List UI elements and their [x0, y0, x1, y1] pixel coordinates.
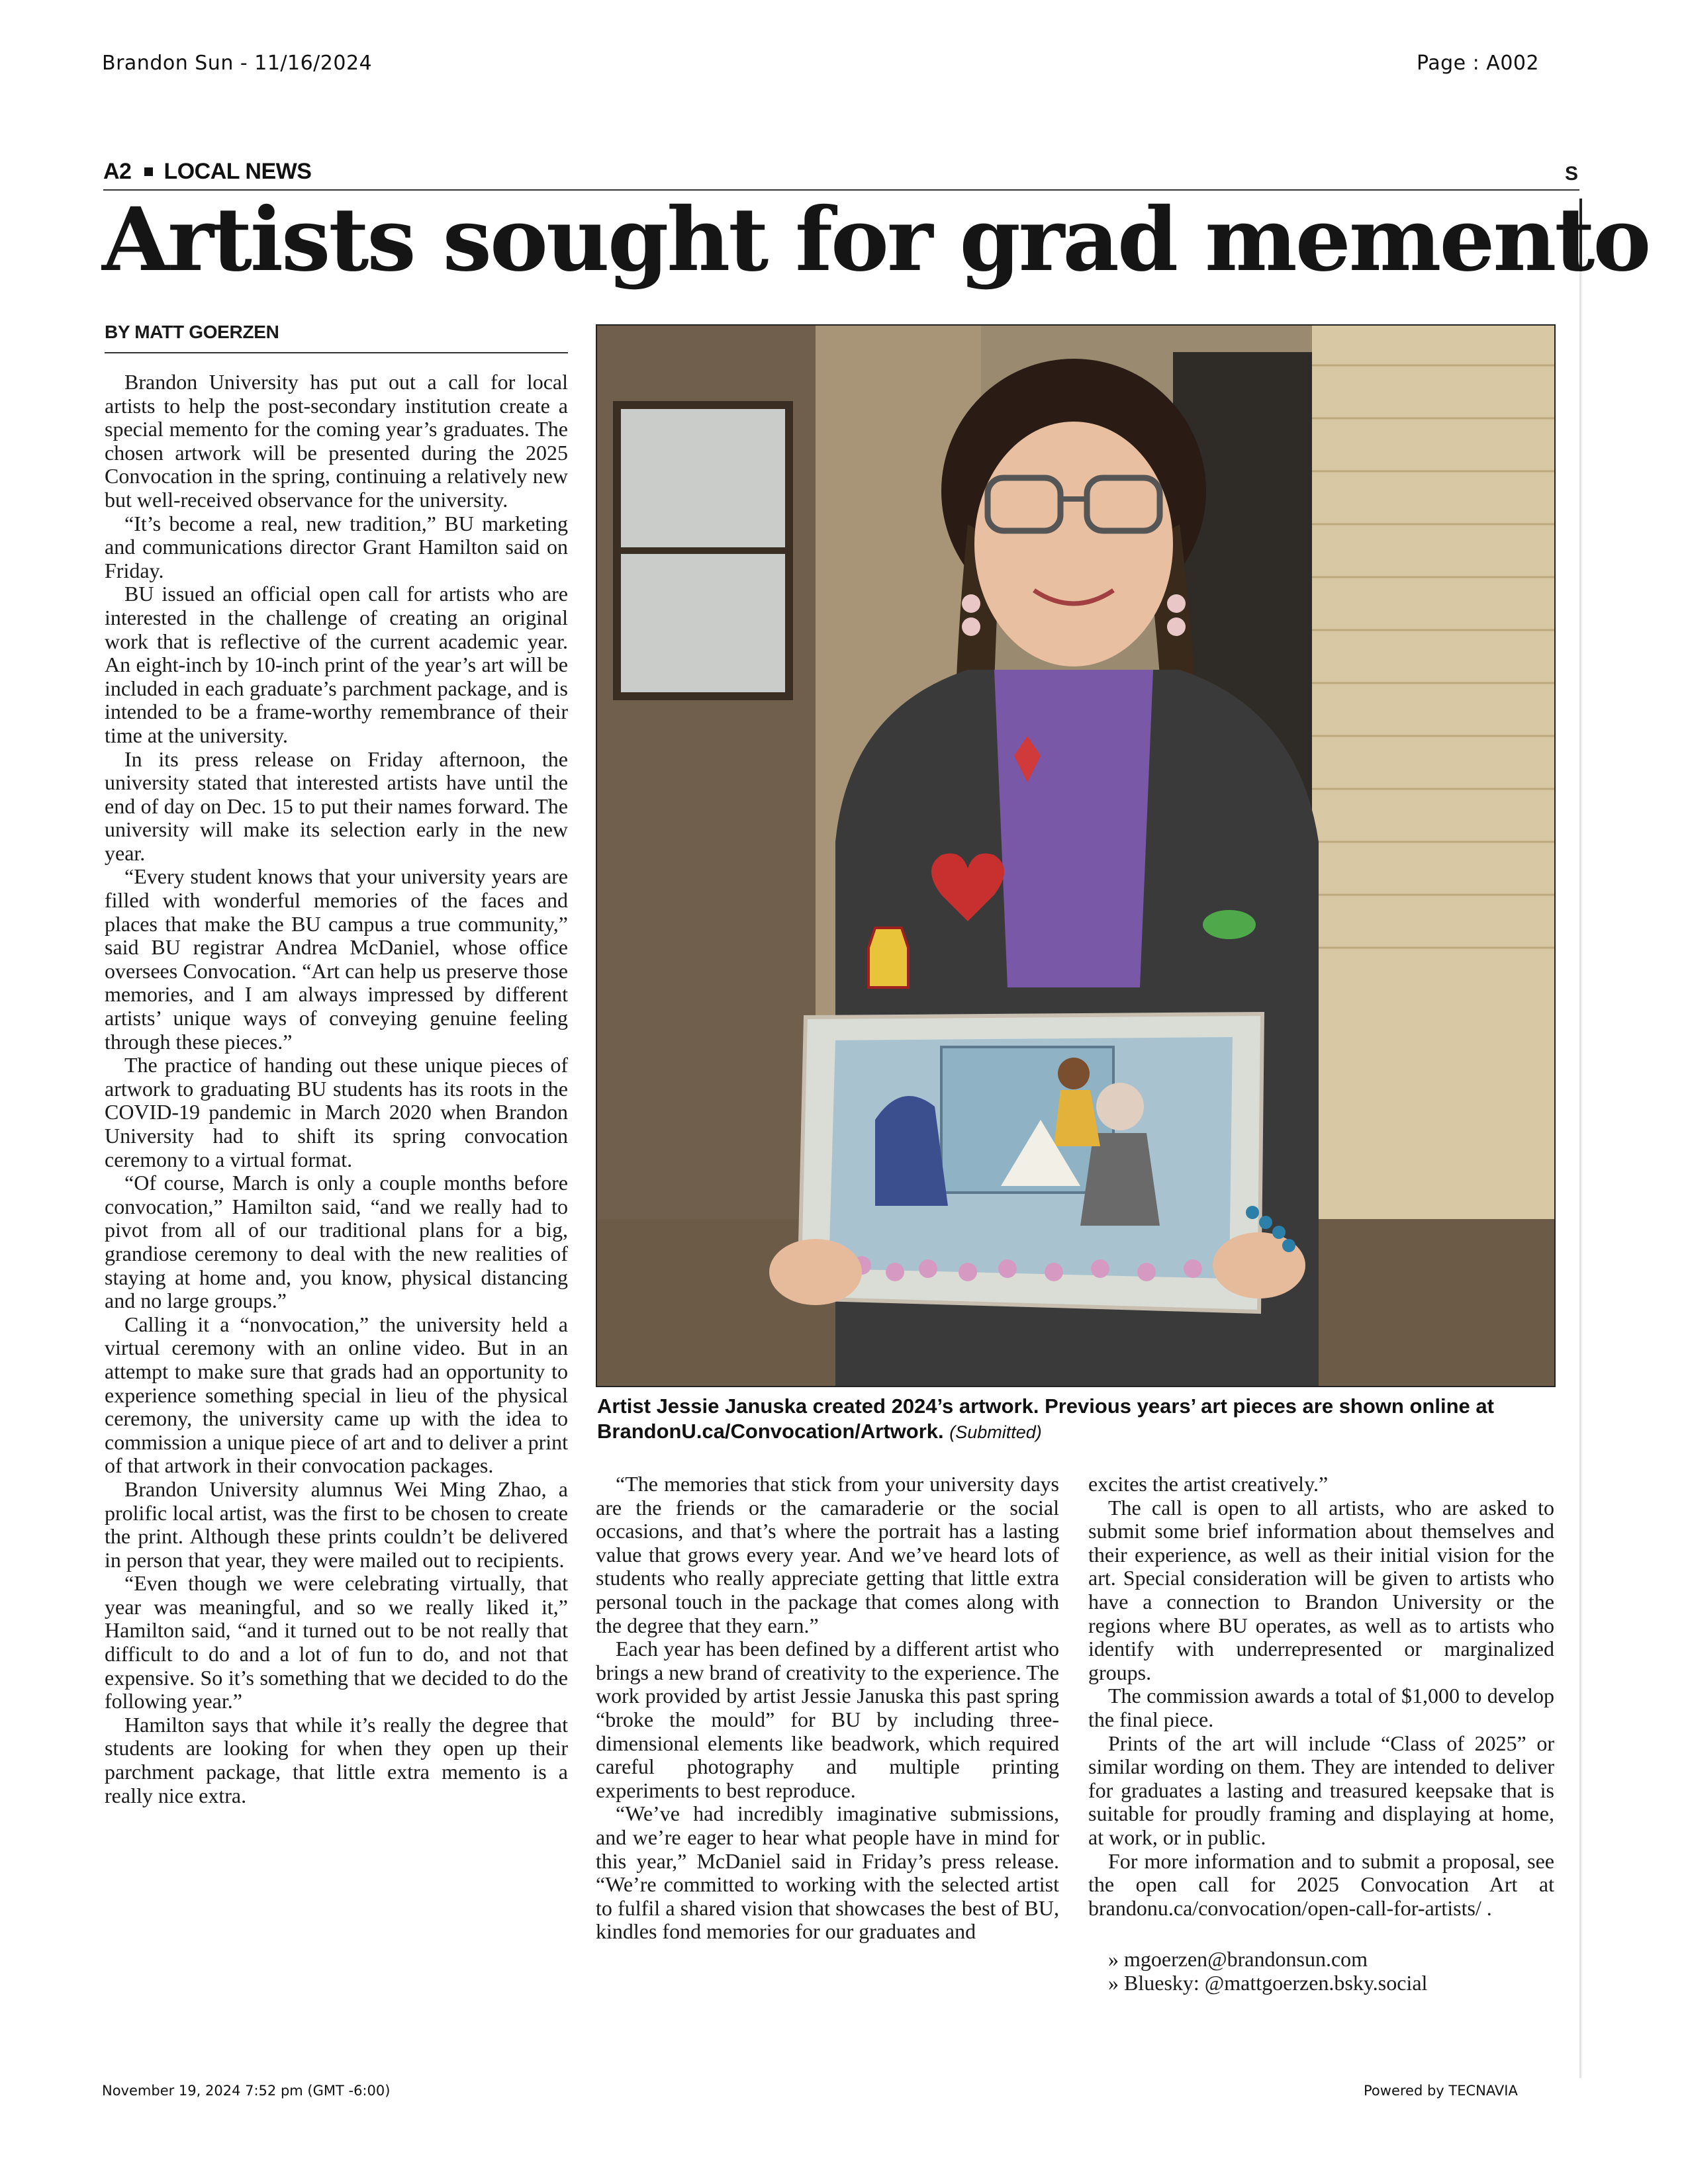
section-name: LOCAL NEWS [164, 159, 312, 184]
section-page: A2 [103, 159, 132, 184]
section-bar [103, 159, 1579, 191]
square-bullet-icon [144, 167, 153, 176]
article-column-3 [1088, 1473, 1554, 1995]
photo-credit: (Submitted) [949, 1422, 1042, 1442]
caption-text: Artist Jessie Januska created 2024’s artwork. Previous years’ art pieces are shown online at BrandonU.ca/Convocation/Artwork. [597, 1394, 1494, 1443]
article-column-2 [596, 1473, 1059, 1944]
paragraph: Hamilton says that while it’s really the degree that students are looking for when they open up their parchment package, that little extra memento is a really nice extra. [105, 1712, 568, 1807]
paragraph: “Of course, March is only a couple months before convocation,” Hamilton said, “and we really had to pivot from all of our traditional plans for a big, grandiose ceremony to deal with the new realities of staying at home and, you know, physical distancing and no large groups.” [105, 1171, 568, 1313]
paragraph: The practice of handing out these unique pieces of artwork to graduating BU students has its roots in the COVID-19 pandemic in March 2020 when Brandon University had to shift its spring convocation ceremony to a virtual format. [105, 1053, 568, 1171]
page-number: Page : A002 [1417, 52, 1540, 75]
paragraph: Brandon University alumnus Wei Ming Zhao, a prolific local artist, was the first to be chosen to create the print. Although these prints couldn’t be delivered in person that year, they were mailed out to recipients. [105, 1477, 568, 1572]
paragraph: “Every student knows that your university years are filled with wonderful memories of the faces and places that make the BU campus a true community,” said BU registrar Andrea McDaniel, whose office oversees Convocation. “Art can help us preserve those memories, and I am always impressed by different artists’ unique ways of conveying genuine feeling through these pieces.” [105, 864, 568, 1054]
powered-by: Powered by TECNAVIA [1364, 2083, 1518, 2099]
adjacent-page-edge-letter: S [1565, 163, 1579, 185]
section-label [103, 159, 311, 185]
paragraph: Brandon University has put out a call for local artists to help the post-secondary institution create a special memento for the coming year’s graduates. The chosen artwork will be presented during the 2025 Convocation in the spring, continuing a relatively new but well-received observance for the university. [105, 370, 568, 512]
paragraph: The call is open to all artists, who are asked to submit some brief information about themselves and their experience, as well as their initial vision for the art. Special consideration will be given to artists who have a connection to Brandon University or the regions where BU operates, as well as to artists who identify with underrepresented or marginalized groups. [1088, 1495, 1554, 1684]
paragraph: Prints of the art will include “Class of 2025” or similar wording on them. They are intended to deliver for graduates a lasting and treasured keepsake that is suitable for proudly framing and displaying at home, at work, or in public. [1088, 1731, 1554, 1849]
page-edge-rule [1579, 199, 1581, 2078]
page-header-source: Brandon Sun - 11/16/2024 [102, 52, 373, 75]
article-photo [596, 324, 1556, 1387]
paragraph-continued: excites the artist creatively.” [1088, 1472, 1329, 1496]
paragraph: BU issued an official open call for artists who are interested in the challenge of creating an original work that is reflective of the current academic year. An eight-inch by 10-inch print of the year’s art will be included in each graduate’s parchment package, and is intended to be a frame-worthy remembrance of their time at the university. [105, 582, 568, 747]
paragraph: “The memories that stick from your university days are the friends or the camaraderie or the social occasions, and that’s where the portrait has a lasting value that grows every year. And we’ve heard lots of students who really appreciate getting that little extra personal touch in the package that comes along with the degree that they earn.” [596, 1472, 1059, 1637]
paragraph: For more information and to submit a proposal, see the open call for 2025 Convocation Art at brandonu.ca/convocation/open-call-for-artists/ . [1088, 1848, 1554, 1920]
paragraph: The commission awards a total of $1,000 to develop the final piece. [1088, 1684, 1554, 1731]
paragraph: In its press release on Friday afternoon, the university stated that interested artists have until the end of day on Dec. 15 to put their names forward. The university will make its selection early in the new year. [105, 747, 568, 865]
byline: BY MATT GOERZEN [105, 322, 568, 353]
artist-portrait-illustration [597, 326, 1554, 1386]
paragraph: Each year has been defined by a different artist who brings a new brand of creativity to the experience. The work provided by artist Jessie Januska this past spring “broke the mould” for BU by including three-dimensional elements like beadwork, which required careful photography and multiple printing experiments to best reproduce. [596, 1637, 1059, 1802]
paragraph: Calling it a “nonvocation,” the university held a virtual ceremony with an online video. But in an attempt to make sure that grads had an opportunity to experience something special in lieu of the physical ceremony, the university came up with the idea to commission a unique piece of art and to deliver a print of that artwork in their convocation packages. [105, 1312, 568, 1478]
article-column-1 [105, 371, 568, 1807]
paragraph: “We’ve had incredibly imaginative submissions, and we’re eager to hear what people have in mind for this year,” McDaniel said in Friday’s press release. “We’re committed to working with the selected artist to fulfil a shared vision that showcases the best of BU, kindles fond memories for our graduates and [596, 1801, 1059, 1944]
author-email: » mgoerzen@brandonsun.com [1108, 1947, 1368, 1972]
photo-caption [597, 1394, 1557, 1445]
author-bluesky: » Bluesky: @mattgoerzen.bsky.social [1108, 1970, 1428, 1995]
paragraph: “Even though we were celebrating virtually, that year was meaningful, and so we really liked it,” Hamilton said, “and it turned out to be not really that difficult to do and a lot of fun to do, and not that expensive. So it’s something that we decided to do the following year.” [105, 1571, 568, 1713]
headline: Artists sought for grad memento [102, 189, 1650, 291]
print-timestamp: November 19, 2024 7:52 pm (GMT -6:00) [102, 2083, 391, 2099]
paragraph: “It’s become a real, new tradition,” BU marketing and communications director Grant Hamilton said on Friday. [105, 511, 568, 582]
